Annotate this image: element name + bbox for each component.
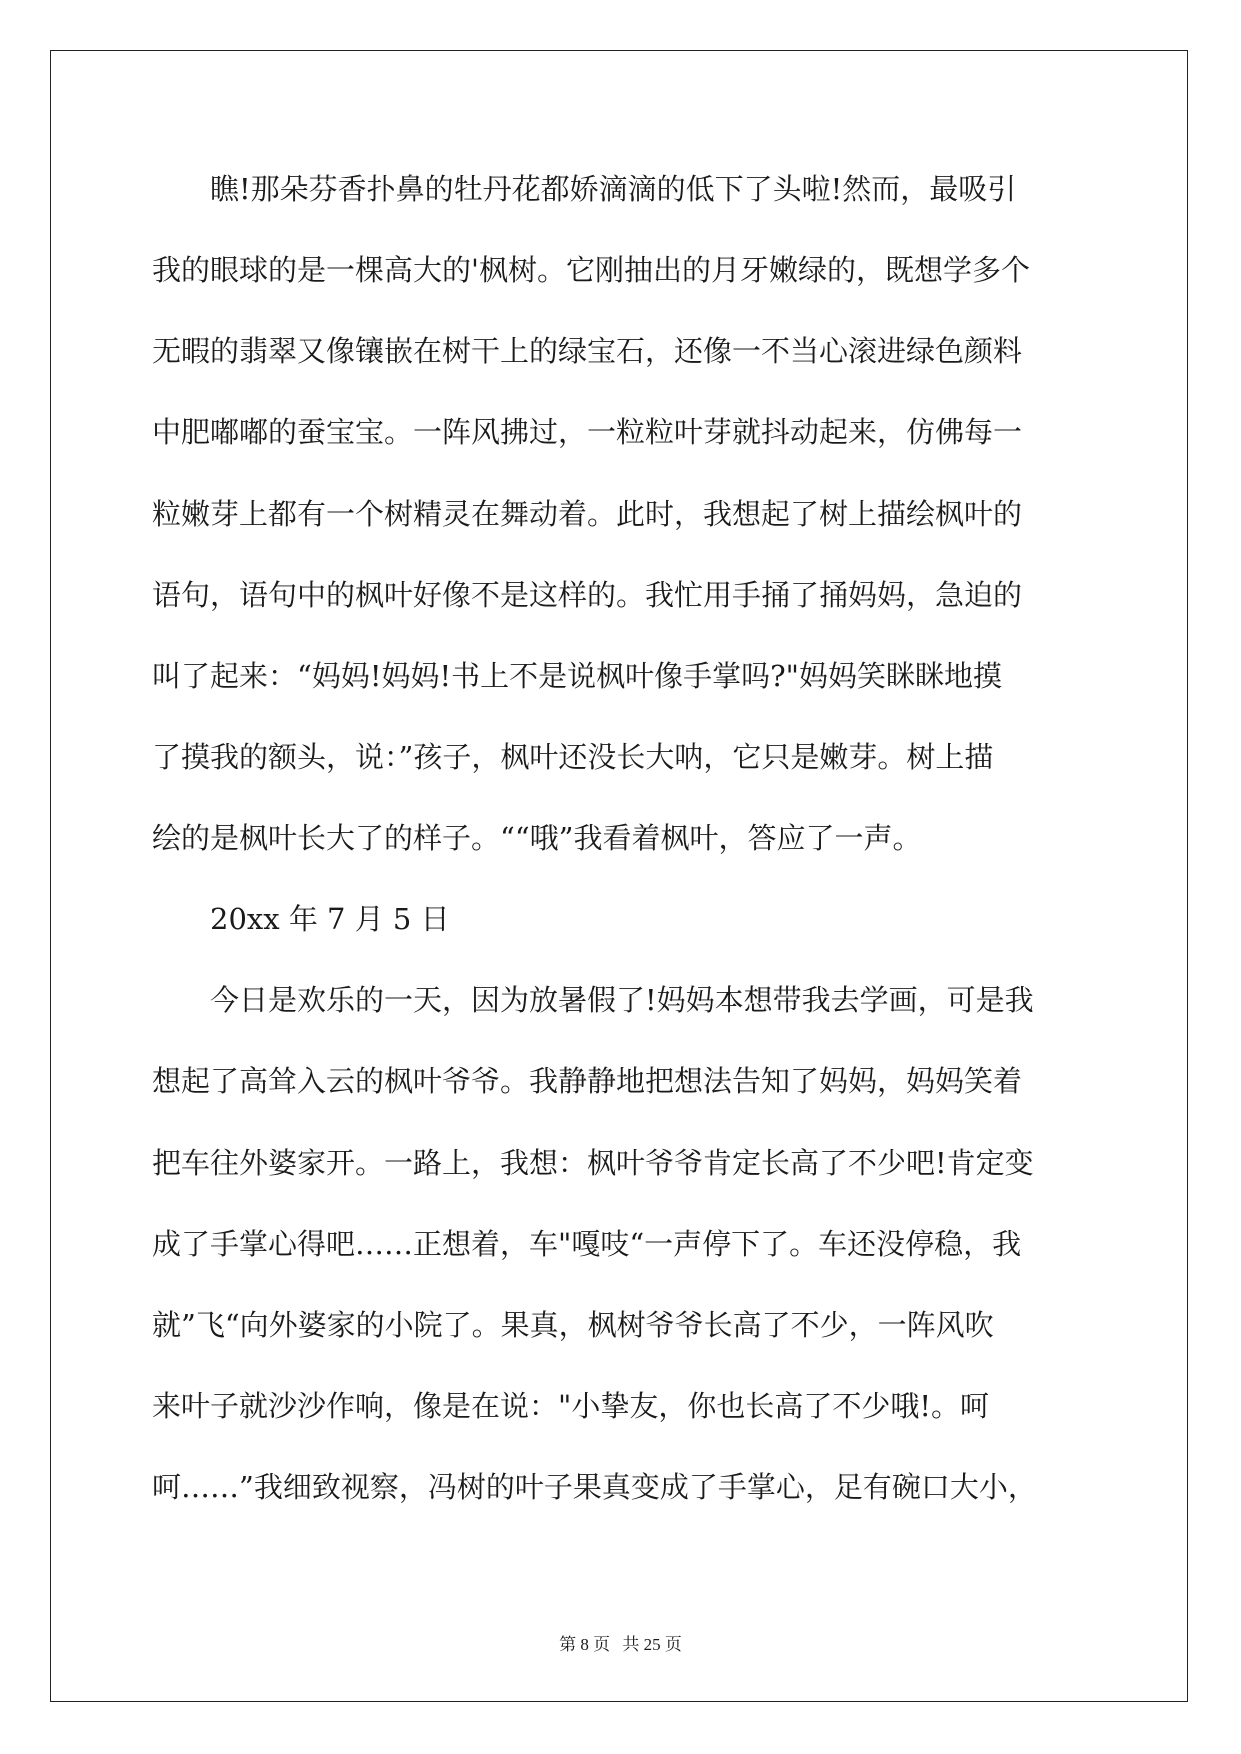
page-border (50, 50, 1188, 1702)
text-line: 绘的是枫叶长大了的样子。““哦”我看着枫叶，答应了一声。 (152, 821, 922, 855)
text-line: 呵……”我细致视察，冯树的叶子果真变成了手掌心，足有碗口大小， (152, 1470, 1037, 1504)
page-number: 第 8 页 (559, 1635, 611, 1654)
text-line: 语句，语句中的枫叶好像不是这样的。我忙用手捅了捅妈妈，急迫的 (152, 578, 1023, 612)
page-total: 共 25 页 (622, 1635, 682, 1654)
date-line: 20xx 年 7 月 5 日 (152, 902, 450, 936)
text-line: 了摸我的额头，说：”孩子，枫叶还没长大呐，它只是嫩芽。树上描 (152, 740, 994, 774)
text-line: 中肥嘟嘟的蚕宝宝。一阵风拂过，一粒粒叶芽就抖动起来，仿佛每一 (152, 415, 1023, 449)
text-line: 想起了高耸入云的枫叶爷爷。我静静地把想法告知了妈妈，妈妈笑着 (152, 1064, 1023, 1098)
text-line: 今日是欢乐的一天，因为放暑假了!妈妈本想带我去学画，可是我 (152, 983, 1034, 1017)
text-line: 成了手掌心得吧……正想着，车"嘎吱“一声停下了。车还没停稳，我 (152, 1227, 1022, 1261)
text-line: 就”飞“向外婆家的小院了。果真，枫树爷爷长高了不少，一阵风吹 (152, 1308, 994, 1342)
text-line: 粒嫩芽上都有一个树精灵在舞动着。此时，我想起了树上描绘枫叶的 (152, 497, 1023, 531)
text-line: 把车往外婆家开。一路上，我想：枫叶爷爷肯定长高了不少吧!肯定变 (152, 1146, 1034, 1180)
page-footer (0, 1630, 1241, 1655)
text-line: 叫了起来：“妈妈!妈妈!书上不是说枫叶像手掌吗?"妈妈笑眯眯地摸 (152, 659, 1003, 693)
text-line: 来叶子就沙沙作响，像是在说："小挚友，你也长高了不少哦!。呵 (152, 1389, 989, 1423)
text-line: 瞧!那朵芬香扑鼻的牡丹花都娇滴滴的低下了头啦!然而，最吸引 (152, 172, 1017, 206)
text-line: 无暇的翡翠又像镶嵌在树干上的绿宝石，还像一不当心滚进绿色颜料 (152, 334, 1023, 368)
text-line: 我的眼球的是一棵高大的'枫树。它刚抽出的月牙嫩绿的，既想学多个 (152, 253, 1030, 287)
